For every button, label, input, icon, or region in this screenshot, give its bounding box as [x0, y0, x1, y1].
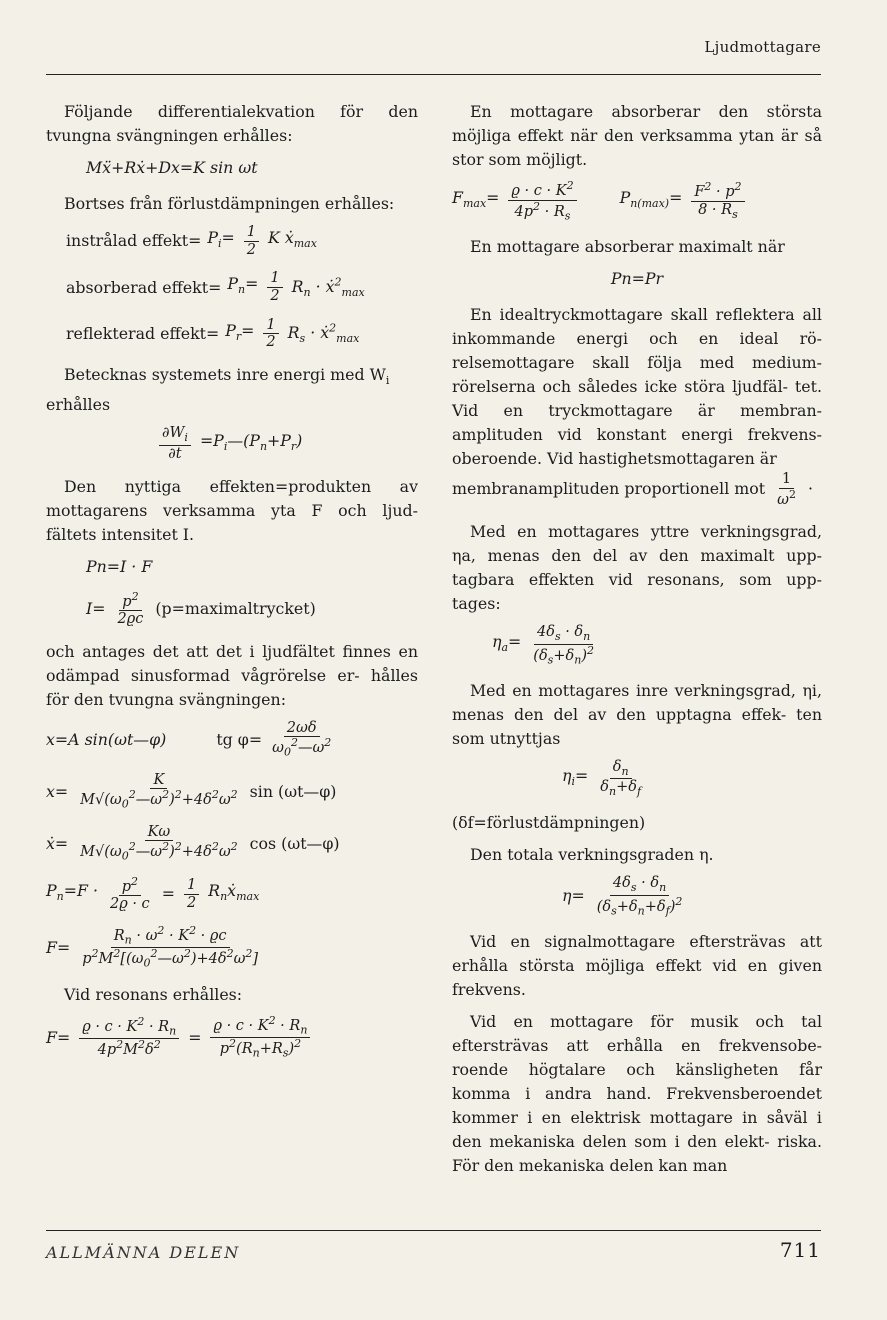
paragraph: Med en mottagares yttre verkningsgrad, ηa, menas den del av den maximalt upp- tagbara effekten vid resonans, som upp- tages: [452, 522, 822, 614]
equation-absorberad: absorberad effekt= $P_n=$ $\frac{1}{2}$ $R_n$ · ẋ$^2_{max}$ [66, 270, 365, 305]
paragraph: Med en mottagares inre verkningsgrad, ηi, menas den del av den upptagna effek- ten som utnyttjas [452, 680, 822, 748]
footer-section: ALLMÄNNA DELEN [46, 1243, 241, 1262]
paragraph: Följande differentialekvation för den tvungna svängningen erhålles: [46, 102, 418, 145]
equation-instralad: instrålad effekt= $P_i=$ $\frac{1}{2}$ K ẋ$_{max}$ [66, 224, 317, 258]
equation-energy: $\frac{\partial W_i}{\partial t}$ $=P_i—(P_n+P_r)$ [46, 425, 418, 462]
equation-fmax-pnmax: $F_{max}=$ $\frac{ϱ \cdot c \cdot K^2}{4p^2 \cdot R_s}$ $P_{n(max)}=$ $\frac{F^2 \cdot p^2}{8 \cdot R_s}$ [452, 180, 822, 223]
equation-eta: η= $\frac{4\delta_s \cdot \delta_n}{(\delta_s+\delta_n+\delta_f)^2}$ [562, 874, 683, 918]
top-rule [46, 74, 821, 75]
paragraph: och antages det att det i ljudfältet finnes en odämpad sinusformad vågrörelse er- hålles för den tvungna svängningen: [46, 641, 418, 709]
equation-intensity: I= $\frac{p^2}{2ϱc}$ (p=maximaltrycket) [86, 589, 316, 628]
paragraph: Vid en signalmottagare eftersträvas att erhålla största möjliga effekt vid en given frekvens. [452, 931, 822, 999]
paragraph: erhålles [46, 395, 111, 415]
equation-F: F= $\frac{R_n \cdot \omega^2 \cdot K^2 \cdot ϱc}{p^2M^2[(\omega_0^2—\omega^2)+4\delta^2\omega^2]}$ [46, 923, 259, 971]
paragraph: Bortses från förlustdämpningen erhålles: [64, 194, 395, 213]
paragraph: Den totala verkningsgraden η. [470, 844, 714, 864]
equation-F-resonance: F= $\frac{ϱ \cdot c \cdot K^2 \cdot R_n}{4p^2M^2\delta^2}$ = $\frac{ϱ \cdot c \cdot K^2 \cdot R_n}{p^2(R_n+R_s)^2}$ [46, 1015, 418, 1061]
equation-xdot: ẋ= $\frac{K\omega}{M√(\omega_0^2—\omega^2)^2+4\delta^2\omega^2}$ cos (ωt—φ) [46, 823, 340, 864]
paragraph: Den nyttiga effekten=produkten av mottagarens verksamma yta F och ljud- fältets intensitet I. [46, 476, 418, 544]
paragraph: Betecknas systemets inre energi med $W_i$ [64, 365, 390, 388]
paragraph: En mottagare absorberar den största möjliga effekt när den verksamma ytan är så stor som möjligt. [452, 102, 822, 169]
equation-reflekterad: reflekterad effekt= $P_r=$ $\frac{1}{2}$ $R_s$ · ẋ$^2_{max}$ [66, 316, 360, 351]
equation-motion: Mẍ+Rẋ+Dx=K sin ωt [86, 158, 258, 177]
running-head: Ljudmottagare [704, 38, 821, 56]
equation-x-phase: x=A sin(ωt—φ) tg φ= $\frac{2\omega\delta}{\omega_0^2—\omega^2}$ [46, 719, 332, 760]
equation-x: x= $\frac{K}{M√(\omega_0^2—\omega^2)^2+4\delta^2\omega^2}$ sin (ωt—φ) [46, 771, 337, 812]
paragraph: En idealtryckmottagare skall reflektera all inkommande energi och en ideal rö- relsemottagare skall följa med medium- rörelserna och således icke störa ljudfäl- tet. Vid en tryckmottagare är membran- amplituden vid konstant energi frekvens- oberoende. Vid hastighetsmottagaren är [452, 304, 822, 468]
paragraph: (δf=förlustdämpningen) [452, 812, 646, 832]
equation-proportional: membranamplituden proportionell mot $\frac{1}{\omega^2}$ · [452, 470, 813, 508]
left-column [46, 100, 418, 1072]
equation-pn-f: $P_n=F$ · $\frac{p^2}{2ϱ \cdot c}$ = $\frac{1}{2}$ $R_nẋ_{max}$ [46, 874, 260, 913]
equation-pn: Pn=I · F [86, 556, 153, 576]
right-column [452, 100, 822, 1186]
paragraph: En mottagare absorberar maximalt när [470, 236, 785, 256]
equation-eta-a: $\eta_a=$ $\frac{4\delta_s \cdot \delta_n}{(\delta_s+\delta_n)^2}$ [492, 624, 594, 667]
paragraph: Vid en mottagare för musik och tal eftersträvas att erhålla en frekvensobe- roende högtalare och känsligheten får komma i andra hand. Frekvensberoendet kommer i en elektrisk mottagare in såväl i den mekaniska delen som i den elekt- riska. För den mekaniska delen kan man [452, 1011, 822, 1175]
paragraph: Vid resonans erhålles: [64, 984, 243, 1004]
bottom-rule [46, 1230, 821, 1231]
equation-eta-i: $\eta_i=$ $\frac{\delta_n}{\delta_n+\delta_f}$ [562, 758, 642, 799]
equation-pn-pr: Pn=Pr [610, 268, 664, 288]
page-number: 711 [779, 1238, 821, 1262]
